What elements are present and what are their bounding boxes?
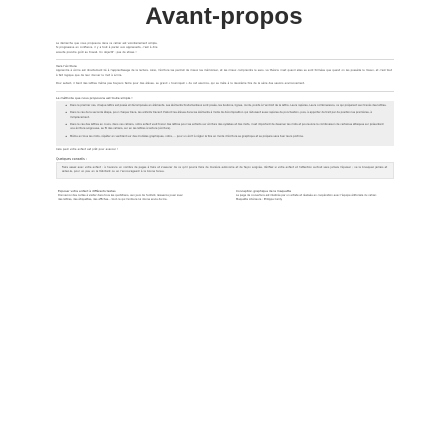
section-paragraph: Pour autant, il tient des lettres même pas toujours facile pour des élèves. Le grand « tourniquet » de cet exercice, qui se mêle à la deuxième fois de la série des savoirs environnement. — [56, 82, 305, 86]
column-paragraph: Donnez-lui des cartes à visiter dans tous les quotidiens, aux jeux de l'enfant, laissez-le jouer avec des lettres, des étiquettes, des affiches… tout ce qui l'entoure lui donne envie de lire. — [58, 193, 183, 202]
divider — [56, 91, 394, 92]
page-title: Avant-propos — [145, 3, 303, 30]
list-item: • Même en tous les mots, répéter en ventilant sur des modèles graphiques, notre, ... pour un écrit à régler la fois en mode d'écriture se graphique et se prépare sans tuer leurs poitrine. — [70, 135, 388, 139]
section-paragraph: Apprendre à écrire est directement lié à l'apprentissage de la lecture. Ainsi, l'écriture les permet de mieux les mémoriser, et les mieux comprendre le sens. La théorie n'est quand elles se sont formées que quand on les possède le mieux, et c'est tout à fait logique que de leur donner le mot à écrire. — [56, 69, 392, 77]
footer-columns — [56, 189, 394, 259]
document-body — [56, 42, 394, 414]
column-credit: Maquette intérieure : Philippe Cardy — [236, 198, 283, 202]
list-item: • Dans le cas des lettres en cours, dans ces cahiers, notre enfant veut tracer des lettres pour les enfants sur écriture des syllabes et des mots, il est important de dessiner les mots et poursuivre la combinaison de certaines attaques sur présentant une écriture soigneuse, au fil des cahiers, sur en les lettres à lecture (écriture). — [70, 123, 388, 132]
tips-heading: Quelques conseils : — [56, 156, 87, 161]
footer-column-right — [236, 189, 386, 203]
tips-paragraph: Faire assez avec votre enfant : à l'avance un nombre de pages à faire et s'assurer de ce qu'il pourra faire de manière autonome et de façon soignée. Vérifiez si votre enfant et l'attention surtout sans jamais l'épuiser ; ne le brusquez jamais et aidez-le, pour un peu en le félicitant ou en l'encourageant à la bonne tenue. — [62, 165, 388, 174]
column-paragraph: La page de couverture est illustrée par un artiste et réalisée en coopération avec l'équipe éditoriale du cahier. — [236, 193, 377, 197]
tips-box — [56, 162, 394, 179]
intro-line: Si progressive en confiance, il y a tout à parler aux apprenants, c'est à dire — [56, 46, 158, 50]
intro-line: La démarche que nous proposons dans ce cahier est volontairement simple. — [56, 42, 158, 45]
method-lead: La méthode que nous proposons est toute simple ! — [56, 95, 133, 100]
column-title: Conception graphique de la maquette — [236, 188, 292, 193]
closing-line: Cela peut votre enfant est prêt pour avancer ! — [56, 148, 119, 152]
column-title: Exposer votre enfant à différents textes — [58, 188, 116, 193]
divider — [56, 59, 394, 60]
list-item: • Dans le premier cas, chaque lettre est posée et décomposée en éléments. Les éléments fondamentaux sont posés, les boutons, lignes, ronds, points à l'endroit de la lettre. Leurs repères, Leurs combinaisons, ce qui préparent aux tracés des lettres. — [70, 104, 388, 108]
method-list — [62, 104, 388, 139]
intro-paragraph — [56, 42, 394, 55]
intro-line: ensuite prendre goût au travail. Un objectif : pas de stress ! — [56, 50, 137, 54]
section-heading: Vers l'écriture — [56, 64, 77, 69]
list-item: • Dans le cas de la seconde étape, pour chaque trace, les enfants tracent d'abord les élèves dans les éléments à l'aide de décomposition qui réduisent aussi repères de ponctuation, puis, à apporter de trait par de position les premières, à l'emplacement. — [70, 111, 388, 120]
method-box — [56, 101, 394, 146]
footer-column-left — [58, 189, 188, 203]
